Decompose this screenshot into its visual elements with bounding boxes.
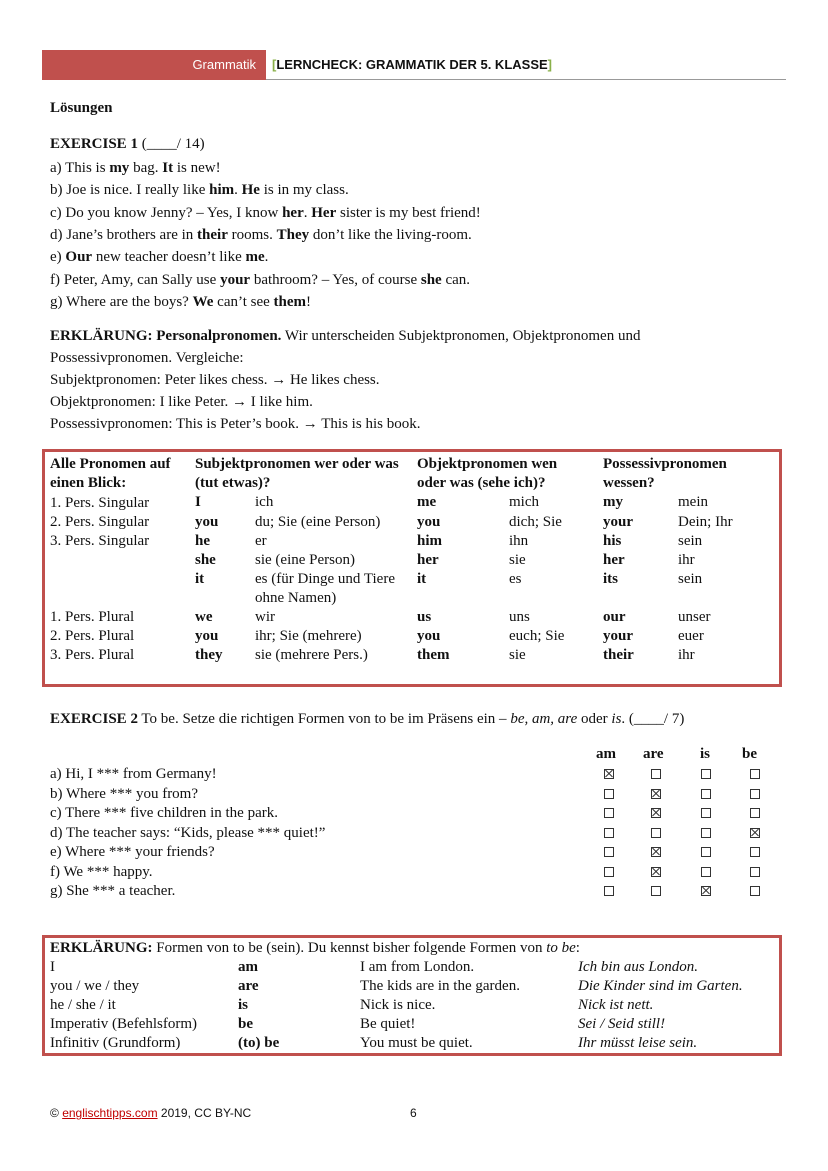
tobe-row (50, 1034, 778, 1053)
pronoun-cell: 3. Pers. Plural (50, 647, 135, 663)
pronoun-cell: mich (509, 494, 539, 510)
footer-copyright: © englischtipps.com 2019, CC BY-NC (50, 1106, 252, 1120)
pronoun-cell: its (603, 571, 618, 587)
tobe-row (50, 1015, 778, 1034)
exercise2-item: e) Where *** your friends? (50, 844, 215, 860)
header-title: [LERNCHECK: GRAMMATIK DER 5. KLASSE] (272, 57, 553, 72)
checkbox-am[interactable] (604, 769, 614, 779)
page-header (42, 50, 786, 80)
exercise2-item: d) The teacher says: “Kids, please *** quiet!” (50, 824, 326, 841)
tobe-cell: You must be quiet. (360, 1035, 473, 1051)
exercise2-heading: EXERCISE 2 To be. Setze die richtigen Formen von to be im Präsens ein – be, am, are oder is. (____/ 7) (50, 711, 685, 727)
pronoun-cell: your (603, 628, 633, 644)
exercise1-item: g) Where are the boys? We can’t see them! (50, 293, 312, 310)
tobe-row (50, 996, 778, 1015)
pronoun-cell: sein (678, 533, 703, 549)
pronoun-cell: you (417, 514, 441, 530)
pronoun-cell: 3. Pers. Singular (50, 533, 150, 549)
header-rule (266, 79, 786, 80)
exercise1-heading: EXERCISE 1 (____/ 14) (50, 136, 205, 152)
pronoun-cell: Dein; Ihr (678, 514, 733, 530)
checkbox-is[interactable] (701, 808, 711, 818)
header-objekt: Objektpronomen wen oder was (sehe ich)? (417, 456, 558, 491)
checkbox-are[interactable] (651, 789, 661, 799)
footer-link[interactable]: englischtipps.com (62, 1106, 158, 1120)
checkbox-am[interactable] (604, 789, 614, 799)
pronoun-cell: my (603, 494, 623, 510)
pronoun-cell: sie (509, 552, 526, 568)
tobe-cell: am (238, 959, 258, 975)
column-header-be: be (742, 746, 757, 762)
checkbox-be[interactable] (750, 808, 760, 818)
tobe-cell: Die Kinder sind im Garten. (578, 978, 743, 994)
pronoun-table (50, 455, 758, 665)
tobe-table (50, 958, 778, 1053)
pronoun-cell: ich (255, 494, 274, 510)
checkbox-am[interactable] (604, 867, 614, 877)
explanation1-line1: ERKLÄRUNG: Personalpronomen. Wir unterscheiden Subjektpronomen, Objektpronomen und (50, 328, 641, 344)
pronoun-row (50, 532, 758, 551)
tobe-cell: Ihr müsst leise sein. (578, 1035, 698, 1051)
tobe-row (50, 958, 778, 977)
pronoun-cell: unser (678, 609, 711, 625)
column-header-is: is (700, 746, 711, 762)
checkbox-am[interactable] (604, 847, 614, 857)
checkbox-are[interactable] (651, 808, 661, 818)
pronoun-cell: it (417, 571, 427, 587)
pronoun-row (50, 570, 758, 608)
tobe-cell: (to) be (238, 1035, 280, 1051)
checkbox-be[interactable] (750, 886, 760, 896)
exercise1-item: c) Do you know Jenny? – Yes, I know her. Her sister is my best friend! (50, 204, 481, 221)
pronoun-cell: 2. Pers. Plural (50, 628, 135, 644)
tobe-cell: be (238, 1016, 253, 1032)
pronoun-cell: es (509, 571, 522, 587)
pronoun-cell: ihr; Sie (mehrere) (255, 628, 362, 644)
exercise1-item: f) Peter, Amy, can Sally use your bathroom? – Yes, of course she can. (50, 271, 471, 288)
pronoun-cell: him (417, 533, 443, 549)
checkbox-is[interactable] (701, 828, 711, 838)
checkbox-be[interactable] (750, 789, 760, 799)
pronoun-cell: me (417, 494, 437, 510)
pronoun-cell: mein (678, 494, 708, 510)
explanation2-heading: ERKLÄRUNG: Formen von to be (sein). Du kennst bisher folgende Formen von to be: (50, 940, 580, 956)
checkbox-be[interactable] (750, 847, 760, 857)
checkbox-is[interactable] (701, 789, 711, 799)
tobe-cell: Imperativ (Befehlsform) (50, 1016, 198, 1032)
pronoun-row (50, 608, 758, 627)
column-header-am: am (596, 746, 616, 762)
exercise2-item: g) She *** a teacher. (50, 883, 176, 899)
tobe-cell: Infinitiv (Grundform) (50, 1035, 181, 1051)
tobe-cell: I am from London. (360, 959, 475, 975)
exercise2-item: c) There *** five children in the park. (50, 805, 278, 821)
pronoun-cell (50, 570, 195, 608)
pronoun-cell: her (603, 552, 625, 568)
pronoun-row (50, 551, 758, 570)
tobe-cell: you / we / they (50, 978, 140, 994)
checkbox-are[interactable] (651, 867, 661, 877)
pronoun-cell: us (417, 609, 432, 625)
subjekt-example: Subjektpronomen: Peter likes chess. → He likes chess. (50, 372, 380, 388)
pronoun-cell: our (603, 609, 626, 625)
pronoun-cell: euch; Sie (509, 628, 565, 644)
pronoun-cell: it (195, 571, 205, 587)
tobe-cell: I (50, 959, 55, 975)
pronoun-cell: er (255, 533, 267, 549)
pronoun-cell: them (417, 647, 450, 663)
tobe-cell: are (238, 978, 259, 994)
pronoun-cell: we (195, 609, 213, 625)
pronoun-cell: her (417, 552, 439, 568)
exercise2-item: b) Where *** you from? (50, 785, 199, 802)
checkbox-is[interactable] (701, 886, 711, 896)
checkbox-are[interactable] (651, 886, 661, 896)
pronoun-cell: ihn (509, 533, 529, 549)
pronoun-row (50, 513, 758, 532)
exercise1-item: d) Jane’s brothers are in their rooms. They don’t like the living-room. (50, 226, 472, 243)
objekt-example: Objektpronomen: I like Peter. → I like him. (50, 394, 313, 410)
pronoun-cell: 1. Pers. Plural (50, 609, 135, 625)
pronoun-cell: you (417, 628, 441, 644)
pronoun-row (50, 493, 758, 513)
header-subjekt: Subjektpronomen wer oder was (tut etwas)? (195, 456, 399, 491)
tobe-cell: The kids are in the garden. (360, 978, 520, 994)
pronoun-cell (50, 551, 195, 570)
header-section-tab (42, 50, 266, 80)
pronoun-cell: uns (509, 609, 530, 625)
possessiv-example: Possessivpronomen: This is Peter’s book. → This is his book. (50, 416, 421, 432)
checkbox-are[interactable] (651, 847, 661, 857)
pronoun-cell: wir (255, 609, 275, 625)
tobe-cell: Nick is nice. (360, 997, 436, 1013)
pronoun-cell: his (603, 533, 622, 549)
tobe-cell: is (238, 997, 249, 1013)
pronoun-cell: dich; Sie (509, 514, 562, 530)
checkbox-be[interactable] (750, 828, 760, 838)
pronoun-cell: he (195, 533, 210, 549)
pronoun-cell: they (195, 647, 223, 663)
tobe-cell: Sei / Seid still! (578, 1016, 666, 1032)
pronoun-cell: euer (678, 628, 704, 644)
exercise2-item: a) Hi, I *** from Germany! (50, 766, 217, 782)
pronoun-row (50, 646, 758, 665)
checkbox-is[interactable] (701, 769, 711, 779)
pronoun-cell: du; Sie (eine Person) (255, 514, 381, 530)
pronoun-cell: sie (509, 647, 526, 663)
explanation1-line2: Possessivpronomen. Vergleiche: (50, 350, 244, 366)
pronoun-cell: ihr (678, 552, 695, 568)
checkbox-am[interactable] (604, 886, 614, 896)
pronoun-cell: she (195, 552, 216, 568)
pronoun-cell: 2. Pers. Singular (50, 514, 150, 530)
checkbox-be[interactable] (750, 867, 760, 877)
checkbox-are[interactable] (651, 769, 661, 779)
pronoun-cell: I (195, 494, 201, 510)
checkbox-are[interactable] (651, 828, 661, 838)
pronoun-cell: es (für Dinge und Tiere ohne Namen) (255, 571, 395, 606)
header-alle: Alle Pronomen auf einen Blick: (50, 456, 171, 491)
pronoun-cell: you (195, 514, 219, 530)
pronoun-cell: sie (eine Person) (255, 552, 355, 568)
exercise2-item: f) We *** happy. (50, 863, 153, 880)
pronoun-cell: 1. Pers. Singular (50, 495, 150, 511)
checkbox-is[interactable] (701, 847, 711, 857)
pronoun-cell: ihr (678, 647, 695, 663)
tobe-cell: he / she / it (50, 997, 116, 1013)
pronoun-cell: you (195, 628, 219, 644)
page-number: 6 (410, 1106, 417, 1120)
pronoun-cell: your (603, 514, 633, 530)
pronoun-table-header (50, 455, 758, 493)
checkbox-is[interactable] (701, 867, 711, 877)
checkbox-be[interactable] (750, 769, 760, 779)
header-section-label: Grammatik (192, 57, 256, 72)
exercise1-item: b) Joe is nice. I really like him. He is in my class. (50, 182, 349, 199)
tobe-cell: Ich bin aus London. (578, 959, 698, 975)
solutions-title: Lösungen (50, 100, 113, 116)
checkbox-am[interactable] (604, 808, 614, 818)
pronoun-cell: sie (mehrere Pers.) (255, 647, 368, 663)
pronoun-cell: their (603, 647, 634, 663)
pronoun-cell: sein (678, 571, 703, 587)
pronoun-row (50, 627, 758, 646)
checkbox-am[interactable] (604, 828, 614, 838)
tobe-cell: Nick ist nett. (578, 997, 654, 1013)
tobe-row (50, 977, 778, 996)
tobe-cell: Be quiet! (360, 1016, 416, 1032)
header-possessiv: Possessivpronomen wessen? (603, 456, 727, 491)
column-header-are: are (643, 746, 664, 762)
exercise1-item: a) This is my bag. It is new! (50, 160, 221, 176)
exercise1-item: e) Our new teacher doesn’t like me. (50, 249, 269, 266)
